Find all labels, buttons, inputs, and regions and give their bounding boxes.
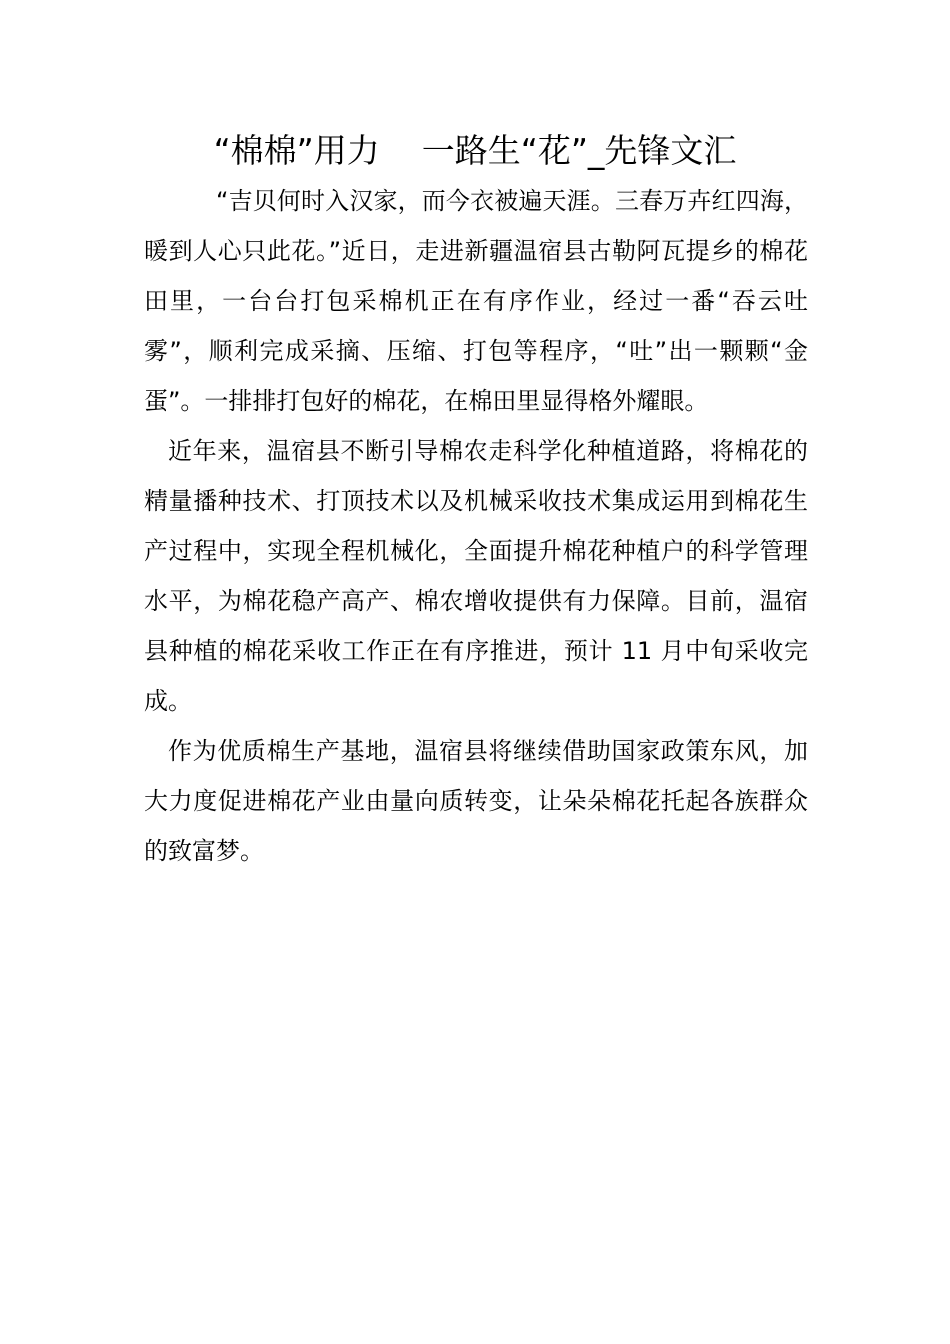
document-body (144, 176, 808, 876)
paragraph-2: 近年来，温宿县不断引导棉农走科学化种植道路，将棉花的精量播种技术、打顶技术以及机械采收技术集成运用到棉花生产过程中，实现全程机械化，全面提升棉花种植户的科学管理水平，为棉花稳产高产、棉农增收提供有力保障。目前，温宿县种植的棉花采收工作正在有序推进，预计 11 月中旬采收完成。 (144, 437, 808, 715)
paragraph-1: “吉贝何时入汉家，而今衣被遍天涯。三春万卉红四海，暖到人心只此花。”近日，走进新疆温宿县古勒阿瓦提乡的棉花田里，一台台打包采棉机正在有序作业，经过一番“吞云吐雾”，顺利完成采摘、压缩、打包等程序，“吐”出一颗颗“金蛋”。一排排打包好的棉花，在棉田里显得格外耀眼。 (144, 187, 808, 415)
document-title: “棉棉”用力 一路生“花”_先锋文汇 (213, 131, 737, 170)
paragraph-3: 作为优质棉生产基地，温宿县将继续借助国家政策东风，加大力度促进棉花产业由量向质转变，让朵朵棉花托起各族群众的致富梦。 (144, 737, 808, 865)
